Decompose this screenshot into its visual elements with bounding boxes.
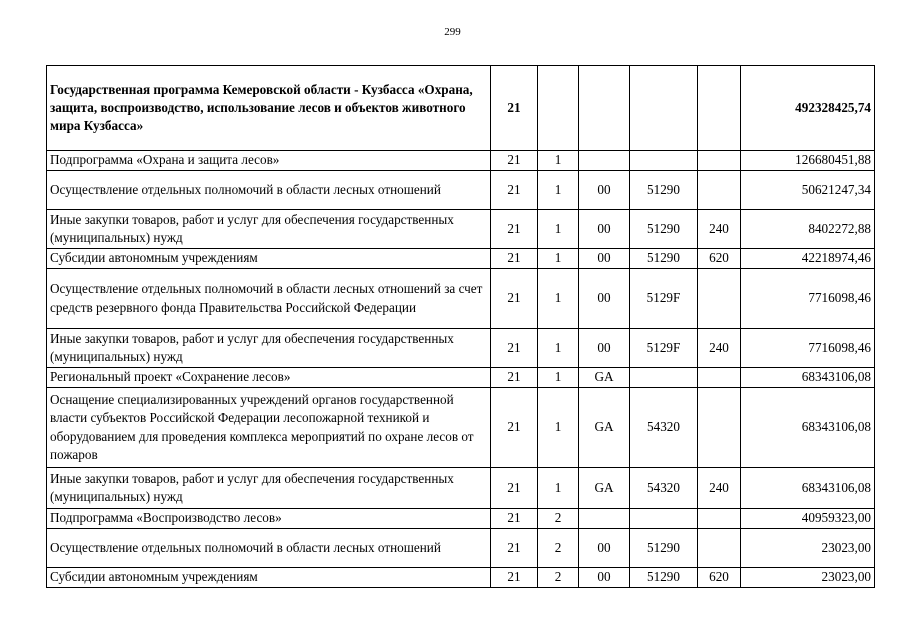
- ministry-code-cell: 21: [491, 269, 538, 329]
- expense-type-cell: 240: [698, 210, 741, 249]
- direction-code-cell: 51290: [630, 210, 698, 249]
- table-row: [47, 529, 875, 568]
- event-code-cell: [579, 151, 630, 171]
- program-name-cell: Осуществление отдельных полномочий в области лесных отношений за счет средств резервного фонда Правительства Российской Федерации: [47, 269, 491, 329]
- table-row: [47, 468, 875, 509]
- expense-type-cell: [698, 269, 741, 329]
- table-row: [47, 568, 875, 588]
- table-row: [47, 329, 875, 368]
- subprogram-code-cell: 2: [538, 509, 579, 529]
- amount-cell: 492328425,74: [741, 66, 875, 151]
- amount-cell: 8402272,88: [741, 210, 875, 249]
- event-code-cell: 00: [579, 329, 630, 368]
- ministry-code-cell: 21: [491, 210, 538, 249]
- event-code-cell: 00: [579, 529, 630, 568]
- event-code-cell: GA: [579, 388, 630, 468]
- program-name-cell: Государственная программа Кемеровской области - Кузбасса «Охрана, защита, воспроизводство, использование лесов и объектов животного мира Кузбасса»: [47, 66, 491, 151]
- subprogram-code-cell: 1: [538, 329, 579, 368]
- table-row: [47, 368, 875, 388]
- ministry-code-cell: 21: [491, 329, 538, 368]
- direction-code-cell: 54320: [630, 468, 698, 509]
- subprogram-code-cell: 2: [538, 568, 579, 588]
- program-name-cell: Субсидии автономным учреждениям: [47, 249, 491, 269]
- amount-cell: 7716098,46: [741, 269, 875, 329]
- expense-type-cell: 620: [698, 249, 741, 269]
- expense-type-cell: [698, 66, 741, 151]
- event-code-cell: 00: [579, 568, 630, 588]
- event-code-cell: 00: [579, 210, 630, 249]
- ministry-code-cell: 21: [491, 388, 538, 468]
- budget-table: [46, 65, 875, 588]
- ministry-code-cell: 21: [491, 249, 538, 269]
- event-code-cell: [579, 66, 630, 151]
- subprogram-code-cell: 1: [538, 368, 579, 388]
- ministry-code-cell: 21: [491, 529, 538, 568]
- event-code-cell: 00: [579, 171, 630, 210]
- table-row: [47, 171, 875, 210]
- amount-cell: 23023,00: [741, 568, 875, 588]
- direction-code-cell: [630, 368, 698, 388]
- ministry-code-cell: 21: [491, 509, 538, 529]
- expense-type-cell: [698, 388, 741, 468]
- subprogram-code-cell: [538, 66, 579, 151]
- event-code-cell: GA: [579, 468, 630, 509]
- table-row: [47, 509, 875, 529]
- direction-code-cell: 51290: [630, 529, 698, 568]
- amount-cell: 40959323,00: [741, 509, 875, 529]
- ministry-code-cell: 21: [491, 568, 538, 588]
- amount-cell: 42218974,46: [741, 249, 875, 269]
- subprogram-code-cell: 1: [538, 468, 579, 509]
- expense-type-cell: 240: [698, 329, 741, 368]
- table-row: [47, 269, 875, 329]
- amount-cell: 7716098,46: [741, 329, 875, 368]
- table-row: [47, 66, 875, 151]
- program-name-cell: Осуществление отдельных полномочий в области лесных отношений: [47, 171, 491, 210]
- program-name-cell: Региональный проект «Сохранение лесов»: [47, 368, 491, 388]
- amount-cell: 68343106,08: [741, 368, 875, 388]
- table-row: [47, 388, 875, 468]
- event-code-cell: 00: [579, 249, 630, 269]
- direction-code-cell: [630, 151, 698, 171]
- program-name-cell: Иные закупки товаров, работ и услуг для обеспечения государственных (муниципальных) нужд: [47, 329, 491, 368]
- direction-code-cell: 5129F: [630, 269, 698, 329]
- expense-type-cell: 620: [698, 568, 741, 588]
- page-number: 299: [444, 26, 461, 38]
- subprogram-code-cell: 1: [538, 210, 579, 249]
- table-row: [47, 151, 875, 171]
- expense-type-cell: [698, 171, 741, 210]
- expense-type-cell: [698, 151, 741, 171]
- program-name-cell: Субсидии автономным учреждениям: [47, 568, 491, 588]
- amount-cell: 68343106,08: [741, 468, 875, 509]
- direction-code-cell: [630, 509, 698, 529]
- program-name-cell: Иные закупки товаров, работ и услуг для обеспечения государственных (муниципальных) нужд: [47, 210, 491, 249]
- program-name-cell: Подпрограмма «Охрана и защита лесов»: [47, 151, 491, 171]
- event-code-cell: 00: [579, 269, 630, 329]
- subprogram-code-cell: 2: [538, 529, 579, 568]
- amount-cell: 68343106,08: [741, 388, 875, 468]
- expense-type-cell: [698, 509, 741, 529]
- amount-cell: 23023,00: [741, 529, 875, 568]
- direction-code-cell: 54320: [630, 388, 698, 468]
- table-row: [47, 249, 875, 269]
- program-name-cell: Оснащение специализированных учреждений органов государственной власти субъектов Российской Федерации лесопожарной техникой и оборудованием для проведения комплекса мероприятий по охране лесов от пожаров: [47, 388, 491, 468]
- ministry-code-cell: 21: [491, 368, 538, 388]
- subprogram-code-cell: 1: [538, 151, 579, 171]
- program-name-cell: Осуществление отдельных полномочий в области лесных отношений: [47, 529, 491, 568]
- amount-cell: 126680451,88: [741, 151, 875, 171]
- program-name-cell: Иные закупки товаров, работ и услуг для обеспечения государственных (муниципальных) нужд: [47, 468, 491, 509]
- table-row: [47, 210, 875, 249]
- direction-code-cell: 51290: [630, 568, 698, 588]
- expense-type-cell: [698, 368, 741, 388]
- subprogram-code-cell: 1: [538, 388, 579, 468]
- ministry-code-cell: 21: [491, 468, 538, 509]
- program-name-cell: Подпрограмма «Воспроизводство лесов»: [47, 509, 491, 529]
- subprogram-code-cell: 1: [538, 171, 579, 210]
- expense-type-cell: [698, 529, 741, 568]
- direction-code-cell: 51290: [630, 171, 698, 210]
- ministry-code-cell: 21: [491, 151, 538, 171]
- ministry-code-cell: 21: [491, 171, 538, 210]
- amount-cell: 50621247,34: [741, 171, 875, 210]
- subprogram-code-cell: 1: [538, 269, 579, 329]
- direction-code-cell: 5129F: [630, 329, 698, 368]
- subprogram-code-cell: 1: [538, 249, 579, 269]
- expense-type-cell: 240: [698, 468, 741, 509]
- event-code-cell: [579, 509, 630, 529]
- ministry-code-cell: 21: [491, 66, 538, 151]
- event-code-cell: GA: [579, 368, 630, 388]
- direction-code-cell: 51290: [630, 249, 698, 269]
- direction-code-cell: [630, 66, 698, 151]
